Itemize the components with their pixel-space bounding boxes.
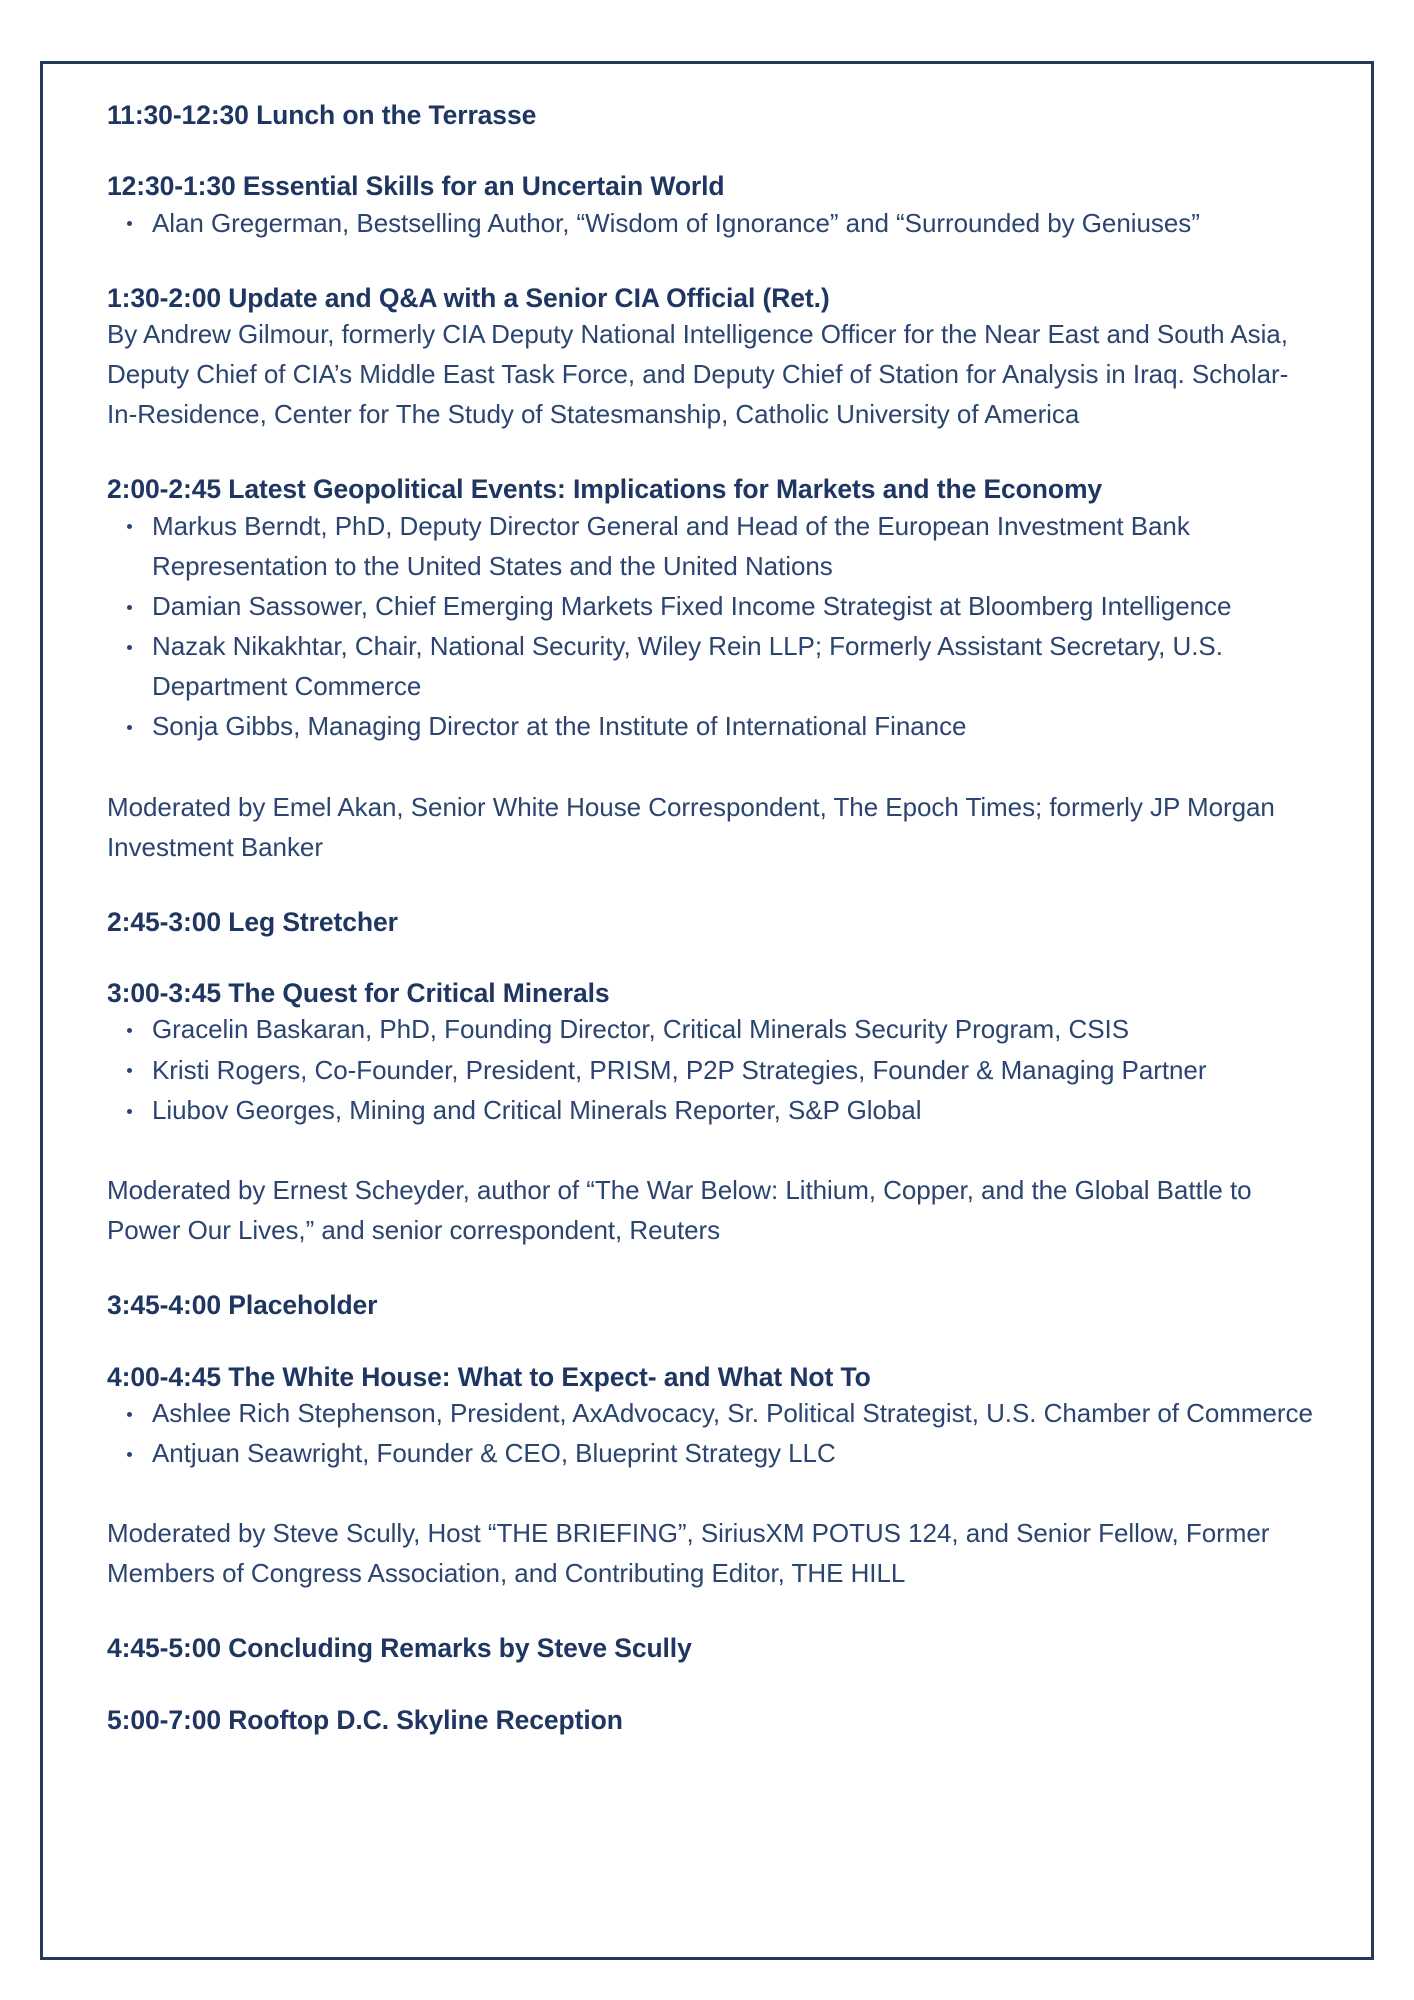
agenda-heading: 2:45-3:00 Leg Stretcher <box>107 906 398 937</box>
bullet-dot-icon <box>127 1068 132 1073</box>
list-item <box>107 706 1317 746</box>
agenda-heading: 3:00-3:45 The Quest for Critical Minerals <box>107 978 610 1009</box>
bullet-dot-icon <box>127 645 132 650</box>
agenda-block-placeholder <box>107 1290 1317 1321</box>
agenda-content <box>107 100 1317 1736</box>
agenda-block-critical-minerals <box>107 978 1317 1250</box>
bullet-dot-icon <box>127 1028 132 1033</box>
moderator-text: Moderated by Steve Scully, Host “THE BRIEFING”, SiriusXM POTUS 124, and Senior Fellow, Former Members of Congress Association, and Contributing Editor, THE HILL <box>107 1518 1270 1589</box>
agenda-heading: 2:00-2:45 Latest Geopolitical Events: Implications for Markets and the Economy <box>107 474 1103 505</box>
block-spacer <box>107 867 1317 907</box>
agenda-block-white-house <box>107 1362 1317 1594</box>
agenda-heading: 12:30-1:30 Essential Skills for an Uncertain World <box>107 171 725 202</box>
speaker-list <box>107 1009 1317 1129</box>
inner-spacer <box>107 1130 1317 1170</box>
bullet-dot-icon <box>127 605 132 610</box>
speaker-text: Antjuan Seawright, Founder & CEO, Blueprint Strategy LLC <box>152 1437 836 1468</box>
agenda-block-cia-update <box>107 283 1317 435</box>
list-item <box>107 1050 1317 1090</box>
block-spacer <box>107 1593 1317 1633</box>
list-item <box>107 1009 1317 1049</box>
agenda-block-concluding-remarks <box>107 1633 1317 1664</box>
bullet-dot-icon <box>127 1109 132 1114</box>
speaker-text: Nazak Nikakhtar, Chair, National Security, Wiley Rein LLP; Formerly Assistant Secretary, U.S. Department Commerce <box>152 631 1223 702</box>
speaker-text: Liubov Georges, Mining and Critical Minerals Reporter, S&P Global <box>152 1094 922 1125</box>
block-spacer <box>107 938 1317 978</box>
speaker-text: Ashlee Rich Stephenson, President, AxAdvocacy, Sr. Political Strategist, U.S. Chamber of Commerce <box>152 1397 1313 1428</box>
bullet-dot-icon <box>127 524 132 529</box>
agenda-block-lunch <box>107 100 1317 131</box>
list-item <box>107 203 1317 243</box>
agenda-block-geopolitical-events <box>107 474 1317 867</box>
block-spacer <box>107 131 1317 171</box>
list-item <box>107 626 1317 706</box>
bullet-dot-icon <box>127 1412 132 1417</box>
inner-spacer <box>107 1473 1317 1513</box>
speaker-text: Gracelin Baskaran, PhD, Founding Director, Critical Minerals Security Program, CSIS <box>152 1014 1129 1045</box>
agenda-heading: 4:45-5:00 Concluding Remarks by Steve Scully <box>107 1633 692 1664</box>
block-spacer <box>107 434 1317 474</box>
agenda-block-essential-skills <box>107 171 1317 242</box>
agenda-heading: 4:00-4:45 The White House: What to Expect- and What Not To <box>107 1361 871 1392</box>
list-item <box>107 1090 1317 1130</box>
moderator-text: Moderated by Ernest Scheyder, author of “The War Below: Lithium, Copper, and the Global Battle to Power Our Lives,” and senior correspondent, Reuters <box>107 1174 1252 1246</box>
agenda-block-reception <box>107 1705 1317 1736</box>
list-item <box>107 1393 1317 1433</box>
bullet-dot-icon <box>127 725 132 730</box>
speaker-text: Kristi Rogers, Co-Founder, President, PRISM, P2P Strategies, Founder & Managing Partner <box>152 1054 1207 1085</box>
list-item <box>107 1433 1317 1473</box>
agenda-heading: 3:45-4:00 Placeholder <box>107 1290 378 1321</box>
bullet-dot-icon <box>127 1452 132 1457</box>
speaker-list <box>107 203 1317 243</box>
agenda-heading: 11:30-12:30 Lunch on the Terrasse <box>107 100 537 130</box>
agenda-block-leg-stretcher <box>107 907 1317 938</box>
block-spacer <box>107 243 1317 283</box>
bullet-dot-icon <box>127 221 132 226</box>
list-item <box>107 506 1317 586</box>
speaker-text: Alan Gregerman, Bestselling Author, “Wisdom of Ignorance” and “Surrounded by Geniuses” <box>152 207 1200 238</box>
session-description: By Andrew Gilmour, formerly CIA Deputy National Intelligence Officer for the Near East and South Asia, Deputy Chief of CIA’s Middle East Task Force, and Deputy Chief of Station for Analysis in Iraq. Scholar-In-Residence, Center for The Study of Statesmanship, Catholic University of America <box>107 318 1289 430</box>
block-spacer <box>107 1665 1317 1705</box>
speaker-list <box>107 506 1317 747</box>
moderator-text: Moderated by Emel Akan, Senior White House Correspondent, The Epoch Times; formerly JP Morgan Investment Banker <box>107 791 1275 862</box>
inner-spacer <box>107 747 1317 787</box>
block-spacer <box>107 1250 1317 1290</box>
speaker-list <box>107 1393 1317 1473</box>
list-item <box>107 586 1317 626</box>
agenda-heading: 5:00-7:00 Rooftop D.C. Skyline Reception <box>107 1704 623 1735</box>
speaker-text: Damian Sassower, Chief Emerging Markets Fixed Income Strategist at Bloomberg Intelligence <box>152 591 1232 621</box>
block-spacer <box>107 1322 1317 1362</box>
agenda-heading: 1:30-2:00 Update and Q&A with a Senior CIA Official (Ret.) <box>107 282 830 313</box>
speaker-text: Markus Berndt, PhD, Deputy Director General and Head of the European Investment Bank Representation to the United States and the United Nations <box>152 510 1190 581</box>
speaker-text: Sonja Gibbs, Managing Director at the Institute of International Finance <box>152 711 967 742</box>
